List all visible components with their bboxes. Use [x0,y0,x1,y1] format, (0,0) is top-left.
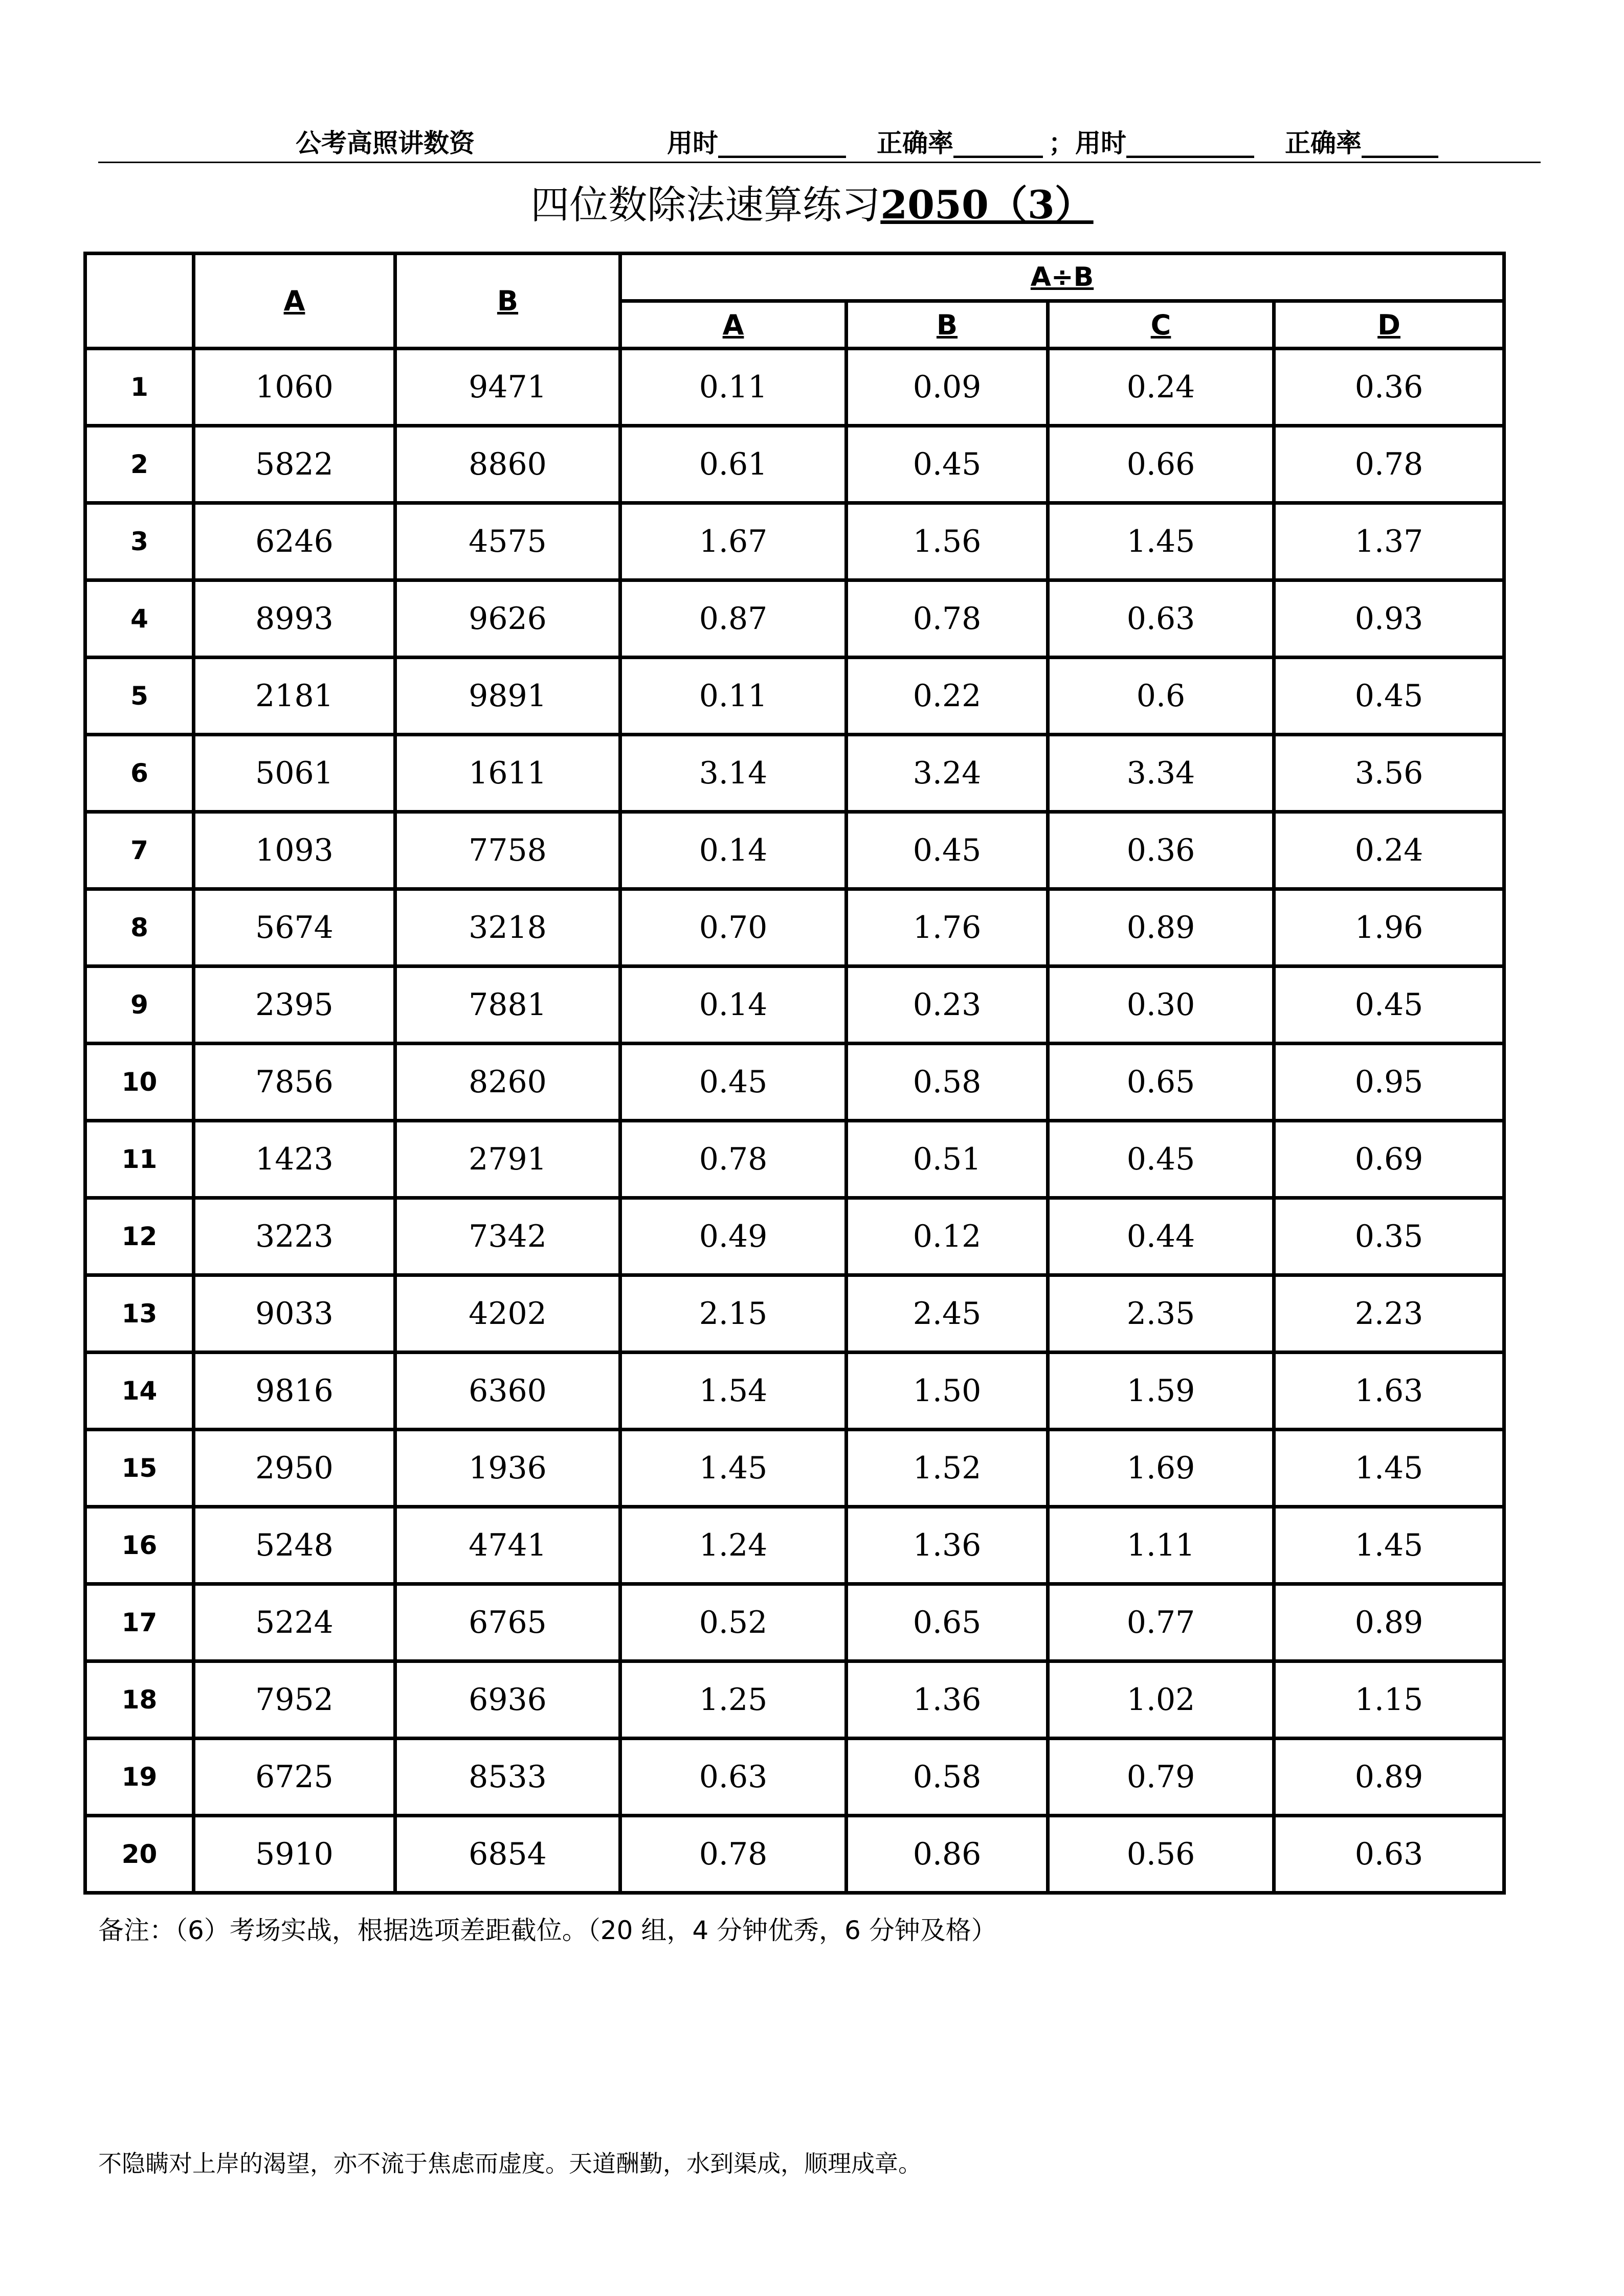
option-c: 0.24 [1048,349,1274,426]
option-header-c: C [1048,301,1274,349]
row-number: 17 [85,1584,194,1661]
option-d: 0.24 [1274,812,1504,889]
value-a: 5248 [194,1507,395,1584]
option-b: 0.12 [847,1198,1048,1275]
value-a: 5061 [194,735,395,812]
option-d: 0.93 [1274,580,1504,658]
option-c: 2.35 [1048,1275,1274,1353]
option-c: 1.45 [1048,503,1274,580]
option-d: 0.95 [1274,1044,1504,1121]
value-a: 5674 [194,889,395,966]
quotient-group-header: A÷B [620,254,1504,301]
option-c: 3.34 [1048,735,1274,812]
value-a: 1093 [194,812,395,889]
table-row [85,1121,1504,1198]
option-d: 3.56 [1274,735,1504,812]
value-a: 7856 [194,1044,395,1121]
value-b: 8260 [395,1044,620,1121]
option-b: 1.56 [847,503,1048,580]
option-d: 0.63 [1274,1816,1504,1893]
row-number: 16 [85,1507,194,1584]
option-header-a: A [620,301,847,349]
value-b: 3218 [395,889,620,966]
table-row [85,1430,1504,1507]
row-number: 18 [85,1661,194,1739]
row-number: 20 [85,1816,194,1893]
col-a-header: A [194,254,395,349]
note: 备注：（6）考场实战，根据选项差距截位。（20 组，4 分钟优秀，6 分钟及格） [98,1916,997,1945]
page-title [0,174,1624,230]
value-a: 8993 [194,580,395,658]
option-d: 1.15 [1274,1661,1504,1739]
time-field-1: 用时__________ [667,128,846,158]
motto: 不隐瞒对上岸的渴望，亦不流于焦虑而虚度。天道酬勤，水到渠成，顺理成章。 [98,2150,922,2177]
table-row [85,889,1504,966]
index-header [85,254,194,349]
option-c: 1.69 [1048,1430,1274,1507]
option-d: 2.23 [1274,1275,1504,1353]
value-a: 7952 [194,1661,395,1739]
option-b: 0.45 [847,812,1048,889]
option-a: 0.49 [620,1198,847,1275]
value-a: 3223 [194,1198,395,1275]
option-c: 0.79 [1048,1739,1274,1816]
row-number: 1 [85,349,194,426]
row-number: 4 [85,580,194,658]
value-b: 8533 [395,1739,620,1816]
value-b: 6936 [395,1661,620,1739]
value-a: 5910 [194,1816,395,1893]
option-a: 0.52 [620,1584,847,1661]
time-field-2: 用时__________ [1075,128,1254,158]
option-a: 1.45 [620,1430,847,1507]
value-b: 6765 [395,1584,620,1661]
option-a: 1.25 [620,1661,847,1739]
option-c: 0.63 [1048,580,1274,658]
option-d: 1.45 [1274,1430,1504,1507]
table-row [85,735,1504,812]
value-b: 4741 [395,1507,620,1584]
value-b: 1936 [395,1430,620,1507]
value-a: 5822 [194,426,395,503]
value-a: 2950 [194,1430,395,1507]
option-a: 1.24 [620,1507,847,1584]
row-number: 13 [85,1275,194,1353]
option-d: 1.63 [1274,1353,1504,1430]
option-c: 1.59 [1048,1353,1274,1430]
value-a: 6246 [194,503,395,580]
option-a: 0.87 [620,580,847,658]
option-c: 0.89 [1048,889,1274,966]
option-header-d: D [1274,301,1504,349]
row-number: 10 [85,1044,194,1121]
option-d: 0.36 [1274,349,1504,426]
table-row [85,1353,1504,1430]
table-row [85,1739,1504,1816]
option-b: 2.45 [847,1275,1048,1353]
option-b: 0.45 [847,426,1048,503]
option-a: 0.61 [620,426,847,503]
row-number: 12 [85,1198,194,1275]
option-a: 0.45 [620,1044,847,1121]
option-b: 3.24 [847,735,1048,812]
brand-label: 公考高照讲数资 [296,128,475,158]
title-text: 四位数除法速算练习 [530,182,881,228]
option-d: 0.35 [1274,1198,1504,1275]
option-d: 0.45 [1274,658,1504,735]
option-b: 0.23 [847,966,1048,1044]
option-d: 0.78 [1274,426,1504,503]
value-b: 9471 [395,349,620,426]
table-row [85,658,1504,735]
title-number: 2050（3） [880,182,1094,228]
value-b: 7342 [395,1198,620,1275]
row-number: 14 [85,1353,194,1430]
row-number: 3 [85,503,194,580]
option-b: 1.76 [847,889,1048,966]
value-b: 8860 [395,426,620,503]
value-b: 2791 [395,1121,620,1198]
option-b: 1.50 [847,1353,1048,1430]
option-b: 0.86 [847,1816,1048,1893]
header-separator: ； [1049,128,1074,158]
option-d: 1.96 [1274,889,1504,966]
value-b: 9626 [395,580,620,658]
option-a: 0.11 [620,658,847,735]
table-row [85,1816,1504,1893]
value-b: 6854 [395,1816,620,1893]
option-b: 0.58 [847,1739,1048,1816]
option-d: 0.69 [1274,1121,1504,1198]
option-c: 0.77 [1048,1584,1274,1661]
option-b: 0.22 [847,658,1048,735]
value-b: 4575 [395,503,620,580]
header-line [98,123,1541,172]
value-a: 6725 [194,1739,395,1816]
table-row [85,349,1504,426]
option-b: 1.52 [847,1430,1048,1507]
value-a: 5224 [194,1584,395,1661]
row-number: 15 [85,1430,194,1507]
option-a: 1.67 [620,503,847,580]
option-d: 0.89 [1274,1584,1504,1661]
option-c: 0.36 [1048,812,1274,889]
option-a: 0.78 [620,1816,847,1893]
table-row [85,1661,1504,1739]
table-row [85,426,1504,503]
value-b: 4202 [395,1275,620,1353]
option-c: 0.66 [1048,426,1274,503]
table-row [85,1584,1504,1661]
option-b: 1.36 [847,1507,1048,1584]
option-a: 1.54 [620,1353,847,1430]
row-number: 11 [85,1121,194,1198]
table-row [85,812,1504,889]
option-c: 0.6 [1048,658,1274,735]
option-c: 0.65 [1048,1044,1274,1121]
option-d: 0.45 [1274,966,1504,1044]
option-b: 0.58 [847,1044,1048,1121]
table-row [85,966,1504,1044]
value-a: 1060 [194,349,395,426]
value-b: 7881 [395,966,620,1044]
option-b: 0.09 [847,349,1048,426]
option-a: 0.14 [620,966,847,1044]
row-number: 9 [85,966,194,1044]
row-number: 6 [85,735,194,812]
row-number: 2 [85,426,194,503]
option-a: 2.15 [620,1275,847,1353]
table-row [85,1198,1504,1275]
row-number: 7 [85,812,194,889]
table-row [85,503,1504,580]
option-a: 3.14 [620,735,847,812]
option-b: 0.65 [847,1584,1048,1661]
value-a: 2181 [194,658,395,735]
table-row [85,1044,1504,1121]
table-body [85,349,1504,1893]
option-c: 0.56 [1048,1816,1274,1893]
option-a: 0.70 [620,889,847,966]
option-b: 0.78 [847,580,1048,658]
option-d: 1.45 [1274,1507,1504,1584]
option-a: 0.11 [620,349,847,426]
option-c: 0.44 [1048,1198,1274,1275]
table-row [85,1507,1504,1584]
value-b: 9891 [395,658,620,735]
accuracy-field-1: 正确率_______ [877,128,1043,158]
exercise-table [83,252,1506,1895]
row-number: 19 [85,1739,194,1816]
option-d: 0.89 [1274,1739,1504,1816]
value-b: 6360 [395,1353,620,1430]
header-rule [98,162,1541,163]
option-a: 0.78 [620,1121,847,1198]
value-a: 9033 [194,1275,395,1353]
row-number: 5 [85,658,194,735]
value-a: 9816 [194,1353,395,1430]
option-b: 1.36 [847,1661,1048,1739]
option-c: 0.45 [1048,1121,1274,1198]
value-a: 2395 [194,966,395,1044]
option-c: 0.30 [1048,966,1274,1044]
value-b: 7758 [395,812,620,889]
table-row [85,1275,1504,1353]
value-a: 1423 [194,1121,395,1198]
col-b-header: B [395,254,620,349]
table-row [85,580,1504,658]
row-number: 8 [85,889,194,966]
option-c: 1.11 [1048,1507,1274,1584]
option-d: 1.37 [1274,503,1504,580]
option-a: 0.63 [620,1739,847,1816]
value-b: 1611 [395,735,620,812]
option-b: 0.51 [847,1121,1048,1198]
option-a: 0.14 [620,812,847,889]
option-header-b: B [847,301,1048,349]
accuracy-field-2: 正确率______ [1285,128,1438,158]
option-c: 1.02 [1048,1661,1274,1739]
